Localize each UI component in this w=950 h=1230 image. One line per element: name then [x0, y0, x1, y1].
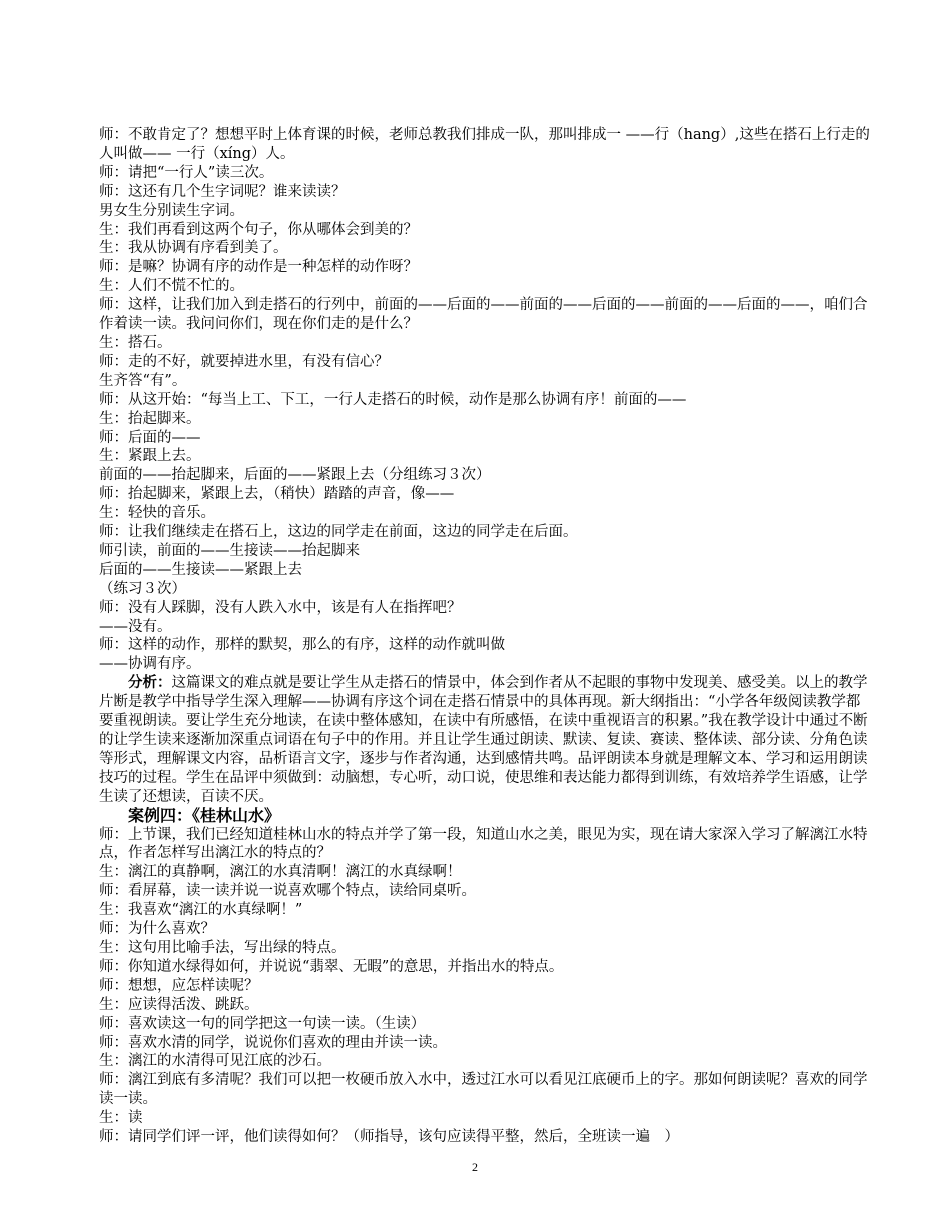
text-line: 师：不敢肯定了？想想平时上体育课的时候，老师总教我们排成一队，那叫排成一 ——行（hang）,这些在搭石上行走的人叫做—— 一行（xíng）人。 — [99, 127, 870, 162]
dialogue-section-1 — [99, 126, 871, 674]
text-line: 生：应读得活泼、跳跃。 — [99, 996, 259, 1013]
text-line: 师：走的不好，就要掉进水里，有没有信心？ — [99, 353, 389, 370]
text-line: 生：抬起脚来。 — [99, 410, 201, 427]
dialogue-section-2 — [99, 826, 871, 1147]
text-line: 师：上节课，我们已经知道桂林山水的特点并学了第一段，知道山水之美，眼见为实，现在请大家深入学习了解漓江水特点，作者怎样写出漓江水的特点的？ — [99, 826, 868, 862]
text-line: 前面的——抬起脚来，后面的——紧跟上去（分组练习３次） — [99, 467, 491, 484]
text-line: 男女生分别读生字词。 — [99, 202, 244, 219]
text-line: 生：这句用比喻手法，写出绿的特点。 — [99, 939, 346, 956]
text-line: 后面的——生接读——紧跟上去 — [99, 561, 302, 578]
text-line: 师：请把“一行人”读三次。 — [99, 164, 274, 181]
case-heading: 案例四：《桂林山水》 — [128, 805, 281, 825]
text-line: 师引读，前面的——生接读——抬起脚来 — [99, 542, 360, 559]
text-line: 师：没有人踩脚，没有人跌入水中，该是有人在指挥吧？ — [99, 599, 462, 616]
text-line: 师：是嘛？协调有序的动作是一种怎样的动作呀？ — [99, 259, 418, 276]
text-line: 师：看屏幕，读一读并说一说喜欢哪个特点，读给同桌听。 — [99, 883, 476, 900]
text-line: 生：紧跟上去。 — [99, 448, 201, 465]
analysis-label: 分析： — [128, 674, 172, 692]
text-line: ——没有。 — [99, 618, 172, 635]
text-line: 师：这样的动作，那样的默契，那么的有序，这样的动作就叫做 — [99, 637, 505, 654]
text-line: 生：我喜欢“漓江的水真绿啊！” — [99, 902, 303, 919]
document-body — [99, 126, 871, 1147]
text-line: 师：你知道水绿得如何，并说说“翡翠、无暇”的意思，并指出水的特点。 — [99, 958, 564, 975]
text-line: ——协调有序。 — [99, 656, 201, 673]
text-line: 师：这样，让我们加入到走搭石的行列中，前面的——后面的——前面的——后面的——前面的——后面的——，咱们合作着读一读。我问问你们，现在你们走的是什么？ — [99, 297, 868, 333]
text-line: 师：后面的—— — [99, 429, 201, 446]
text-line: 师：抬起脚来，紧跟上去，（稍快）踏踏的声音，像—— — [99, 486, 455, 503]
page-number: 2 — [472, 1160, 478, 1174]
text-line: 师：想想，应怎样读呢？ — [99, 977, 259, 994]
text-line: 生：我们再看到这两个句子，你从哪体会到美的？ — [99, 221, 418, 238]
text-line: 师：漓江到底有多清呢？我们可以把一枚硬币放入水中，透过江水可以看见江底硬币上的字。那如何朗读呢？喜欢的同学读一读。 — [99, 1072, 868, 1108]
text-line: 师：喜欢水清的同学，说说你们喜欢的理由并读一读。 — [99, 1034, 447, 1051]
text-line: 师：让我们继续走在搭石上，这边的同学走在前面，这边的同学走在后面。 — [99, 524, 578, 541]
text-line: 生：读 — [99, 1110, 143, 1127]
text-line: 师：从这开始：“每当上工、下工，一行人走搭石的时候，动作是那么协调有序！前面的—— — [99, 391, 687, 408]
text-line: 生：漓江的水清得可见江底的沙石。 — [99, 1053, 331, 1070]
text-line: 生齐答“有”。 — [99, 372, 187, 389]
text-line: 师：为什么喜欢？ — [99, 921, 215, 938]
text-line: 生：漓江的真静啊，漓江的水真清啊！漓江的水真绿啊！ — [99, 864, 462, 881]
text-line: 生：轻快的音乐。 — [99, 505, 215, 522]
text-line: 生：我从协调有序看到美了。 — [99, 240, 288, 257]
analysis-paragraph — [99, 674, 871, 806]
text-line: 师：这还有几个生字词呢？谁来读读？ — [99, 183, 346, 200]
text-line: 师：请同学们评一评，他们读得如何？（师指导，该句应读得平整，然后，全班读一遍 ） — [99, 1129, 679, 1146]
analysis-text: 这篇课文的难点就是要让学生从走搭石的情景中，体会到作者从不起眼的事物中发现美、感受美。以上的教学片断是教学中指导学生深入理解——协调有序这个词在走搭石情景中的具体再现。新大纲指出：“小学各年级阅读教学都要重视朗读。要让学生充分地读，在读中整体感知，在读中有所感悟，在读中重视语言的积累。”我在教学设计中通过不断的让学生读来逐渐加深重点词语在句子中的作用。并且让学生通过朗读、默读、复读、赛读、整体读、部分读、分角色读等形式，理解课文内容，品析语言文字，逐步与作者沟通，达到感情共鸣。品评朗读本身就是理解文本、学习和运用朗读技巧的过程。学生在品评中须做到：动脑想，专心听，动口说，使思维和表达能力都得到训练，有效培养学生语感，让学生读了还想读，百读不厌。 — [99, 675, 868, 805]
text-line: 师：喜欢读这一句的同学把这一句读一读。（生读） — [99, 1015, 426, 1032]
text-line: （练习３次） — [99, 580, 186, 597]
text-line: 生：人们不慌不忙的。 — [99, 278, 244, 295]
text-line: 生：搭石。 — [99, 334, 172, 351]
